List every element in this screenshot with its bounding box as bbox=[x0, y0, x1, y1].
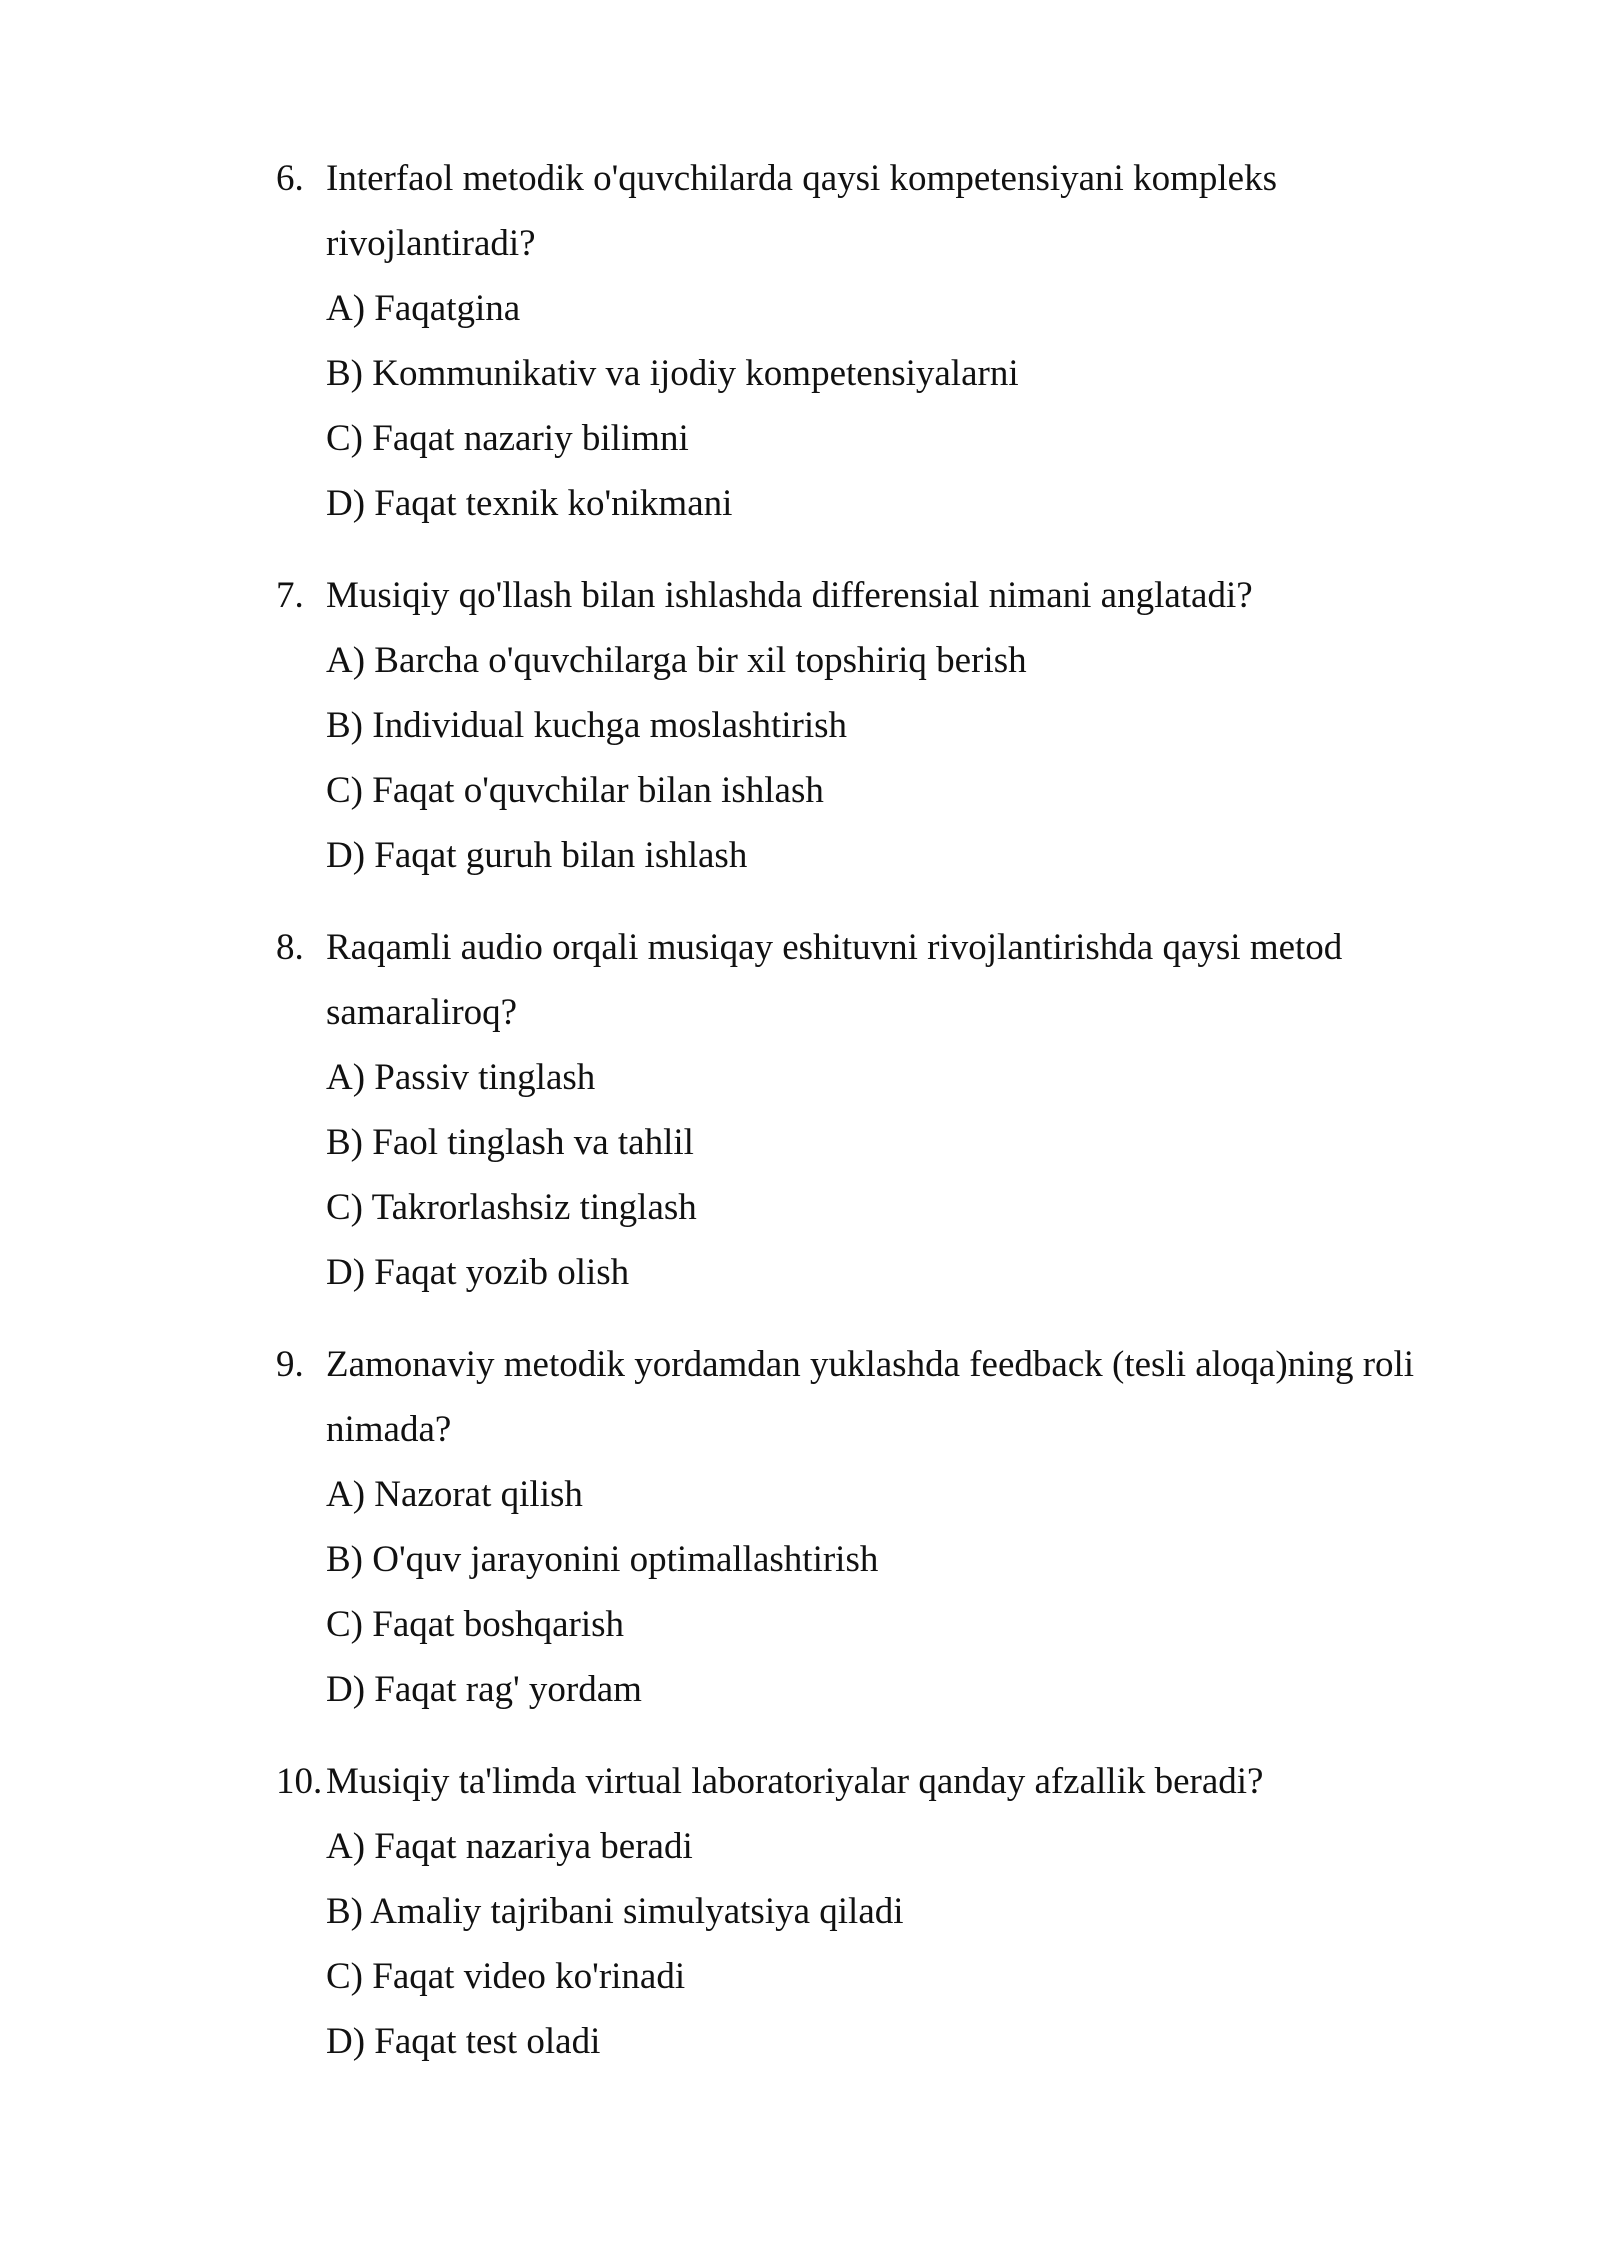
answer-options bbox=[326, 1462, 1456, 1722]
answer-option-d: D) Faqat test oladi bbox=[326, 2021, 601, 2062]
question-row bbox=[276, 1332, 1456, 1462]
question-text: Interfaol metodik o'quvchilarda qaysi kompetensiyani kompleks rivojlantiradi? bbox=[326, 158, 1277, 264]
answer-option-a: A) Faqat nazariya beradi bbox=[326, 1826, 693, 1867]
question-item bbox=[276, 563, 1456, 888]
answer-options bbox=[326, 1045, 1456, 1305]
question-item bbox=[276, 915, 1456, 1305]
question-row bbox=[276, 915, 1456, 1045]
question-text: Raqamli audio orqali musiqay eshituvni rivojlantirishda qaysi metod samaraliroq? bbox=[326, 927, 1343, 1033]
answer-option-b: B) Individual kuchga moslashtirish bbox=[326, 705, 848, 746]
answer-option-b: B) Kommunikativ va ijodiy kompetensiyalarni bbox=[326, 353, 1019, 394]
question-number: 8. bbox=[276, 927, 304, 968]
answer-option-c: C) Takrorlashsiz tinglash bbox=[326, 1187, 697, 1228]
answer-option-c: C) Faqat nazariy bilimni bbox=[326, 418, 689, 459]
answer-option-d: D) Faqat guruh bilan ishlash bbox=[326, 835, 748, 876]
answer-option-b: B) O'quv jarayonini optimallashtirish bbox=[326, 1539, 879, 1580]
answer-options bbox=[326, 276, 1456, 536]
answer-option-b: B) Amaliy tajribani simulyatsiya qiladi bbox=[326, 1891, 904, 1932]
answer-option-c: C) Faqat boshqarish bbox=[326, 1604, 625, 1645]
question-number: 7. bbox=[276, 575, 304, 616]
answer-option-a: A) Passiv tinglash bbox=[326, 1057, 596, 1098]
question-row bbox=[276, 563, 1456, 628]
answer-options bbox=[326, 628, 1456, 888]
quiz-list bbox=[276, 146, 1456, 2101]
answer-option-d: D) Faqat yozib olish bbox=[326, 1252, 630, 1293]
answer-option-b: B) Faol tinglash va tahlil bbox=[326, 1122, 694, 1163]
answer-option-a: A) Nazorat qilish bbox=[326, 1474, 583, 1515]
answer-option-c: C) Faqat video ko'rinadi bbox=[326, 1956, 686, 1997]
question-text: Zamonaviy metodik yordamdan yuklashda feedback (tesli aloqa)ning roli nimada? bbox=[326, 1344, 1415, 1450]
answer-options bbox=[326, 1814, 1456, 2074]
question-text: Musiqiy qo'llash bilan ishlashda differensial nimani anglatadi? bbox=[326, 575, 1253, 616]
question-number: 10. bbox=[276, 1761, 323, 1802]
answer-option-d: D) Faqat texnik ko'nikmani bbox=[326, 483, 733, 524]
answer-option-c: C) Faqat o'quvchilar bilan ishlash bbox=[326, 770, 824, 811]
answer-option-d: D) Faqat rag' yordam bbox=[326, 1669, 642, 1710]
question-item bbox=[276, 1749, 1456, 2074]
question-row bbox=[276, 146, 1456, 276]
answer-option-a: A) Barcha o'quvchilarga bir xil topshiriq berish bbox=[326, 640, 1027, 681]
answer-option-a: A) Faqatgina bbox=[326, 288, 521, 329]
question-row bbox=[276, 1749, 1456, 1814]
question-number: 6. bbox=[276, 158, 304, 199]
question-item bbox=[276, 1332, 1456, 1722]
question-item bbox=[276, 146, 1456, 536]
question-text: Musiqiy ta'limda virtual laboratoriyalar qanday afzallik beradi? bbox=[326, 1761, 1264, 1802]
question-number: 9. bbox=[276, 1344, 304, 1385]
